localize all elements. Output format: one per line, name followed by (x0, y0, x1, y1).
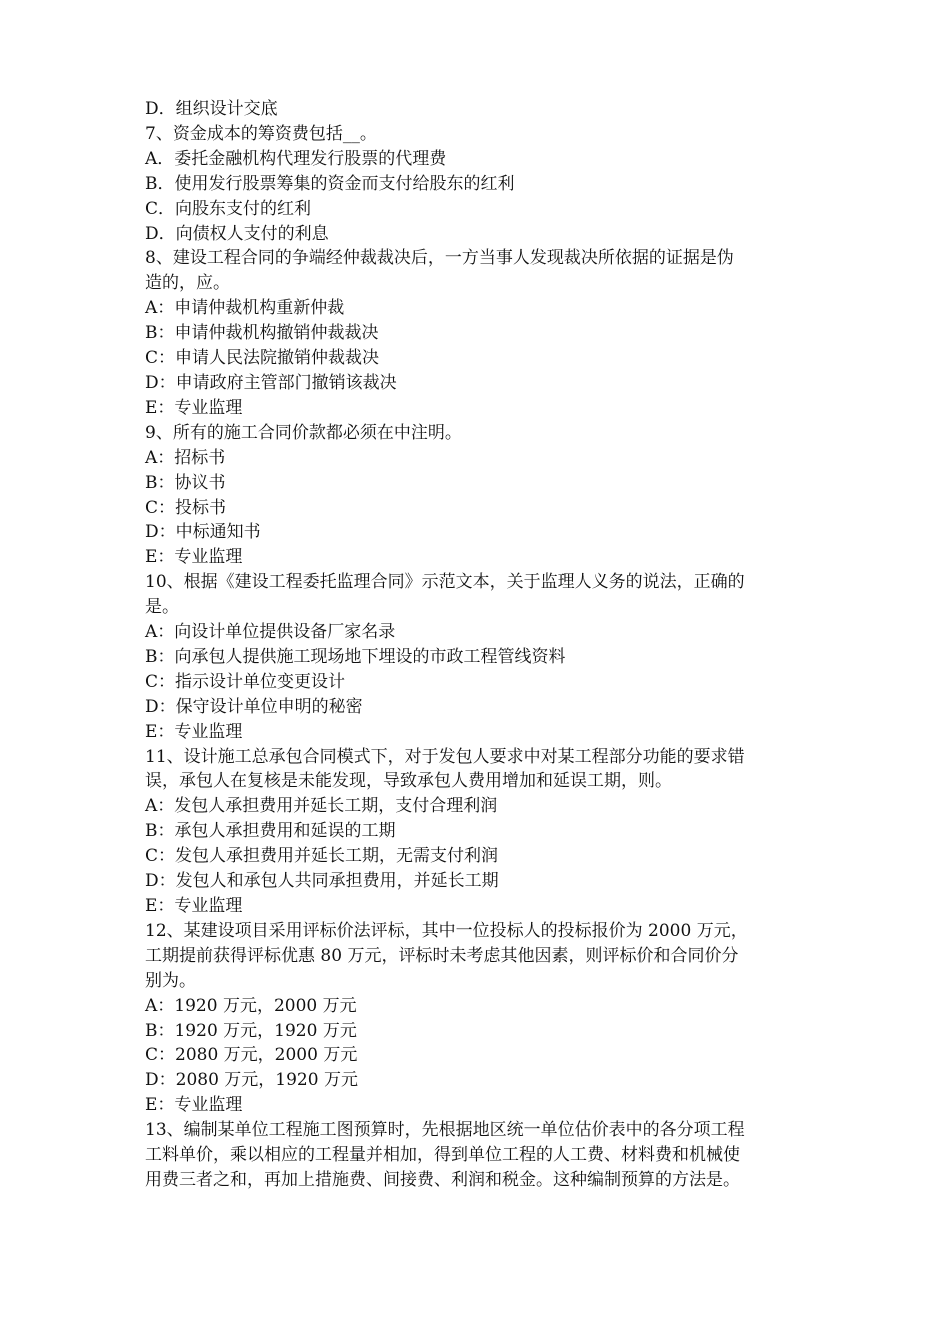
option-c: C：2080 万元，2000 万元 (145, 1045, 358, 1066)
option-d: D．向债权人支付的利息 (145, 223, 329, 244)
question-7: 7、资金成本的筹资费包括__。 (145, 123, 377, 144)
question-12-cont: 别为。 (145, 970, 196, 991)
option-e: E：专业监理 (145, 547, 243, 568)
option-a: A：招标书 (145, 447, 226, 468)
option-a: A：发包人承担费用并延长工期，支付合理利润 (145, 796, 498, 817)
option-b: B：向承包人提供施工现场地下埋设的市政工程管线资料 (145, 646, 566, 667)
option-b: B．使用发行股票筹集的资金而支付给股东的红利 (145, 173, 515, 194)
option-e: E：专业监理 (145, 721, 243, 742)
question-8-cont: 造的，应。 (145, 273, 230, 294)
question-11-cont: 误，承包人在复核是未能发现，导致承包人费用增加和延误工期，则。 (145, 771, 672, 792)
option-b: B：1920 万元，1920 万元 (145, 1020, 357, 1041)
option-c: C：发包人承担费用并延长工期，无需支付利润 (145, 846, 499, 867)
question-10: 10、根据《建设工程委托监理合同》示范文本，关于监理人义务的说法，正确的 (145, 572, 745, 593)
option-b: B：申请仲裁机构撤销仲裁裁决 (145, 323, 379, 344)
question-12: 12、某建设项目采用评标价法评标，其中一位投标人的投标报价为 2000 万元， (145, 920, 748, 941)
question-13: 13、编制某单位工程施工图预算时，先根据地区统一单位估价表中的各分项工程 (145, 1120, 745, 1141)
text-line: D．组织设计交底 (145, 99, 278, 119)
option-b: B：协议书 (145, 472, 226, 493)
question-13-cont: 用费三者之和，再加上措施费、间接费、利润和税金。这种编制预算的方法是。 (145, 1169, 740, 1190)
question-11: 11、设计施工总承包合同模式下，对于发包人要求中对某工程部分功能的要求错 (145, 746, 745, 767)
option-d: D：发包人和承包人共同承担费用，并延长工期 (145, 871, 499, 892)
question-10-cont: 是。 (145, 597, 179, 618)
option-e: E：专业监理 (145, 1095, 243, 1116)
question-9: 9、所有的施工合同价款都必须在中注明。 (145, 422, 462, 443)
option-d: D：保守设计单位申明的秘密 (145, 696, 363, 717)
option-d: D：申请政府主管部门撤销该裁决 (145, 372, 397, 393)
question-12-cont: 工期提前获得评标优惠 80 万元，评标时未考虑其他因素，则评标价和合同价分 (145, 945, 739, 966)
option-c: C：指示设计单位变更设计 (145, 671, 346, 692)
option-c: C：投标书 (145, 497, 227, 518)
option-b: B：承包人承担费用和延误的工期 (145, 821, 396, 842)
option-e: E：专业监理 (145, 397, 243, 418)
option-d: D：中标通知书 (145, 522, 261, 543)
question-8: 8、建设工程合同的争端经仲裁裁决后，一方当事人发现裁决所依据的证据是伪 (145, 248, 734, 269)
option-c: C．向股东支付的红利 (145, 198, 312, 219)
option-d: D：2080 万元，1920 万元 (145, 1070, 358, 1091)
option-a: A：申请仲裁机构重新仲裁 (145, 298, 345, 319)
option-a: A：向设计单位提供设备厂家名录 (145, 622, 396, 643)
question-13-cont: 工料单价，乘以相应的工程量并相加，得到单位工程的人工费、材料费和机械使 (145, 1145, 740, 1166)
document-page (145, 97, 815, 1193)
option-a: A：1920 万元，2000 万元 (145, 995, 357, 1016)
option-c: C：申请人民法院撤销仲裁裁决 (145, 348, 380, 369)
option-e: E：专业监理 (145, 896, 243, 916)
option-a: A．委托金融机构代理发行股票的代理费 (145, 148, 447, 169)
